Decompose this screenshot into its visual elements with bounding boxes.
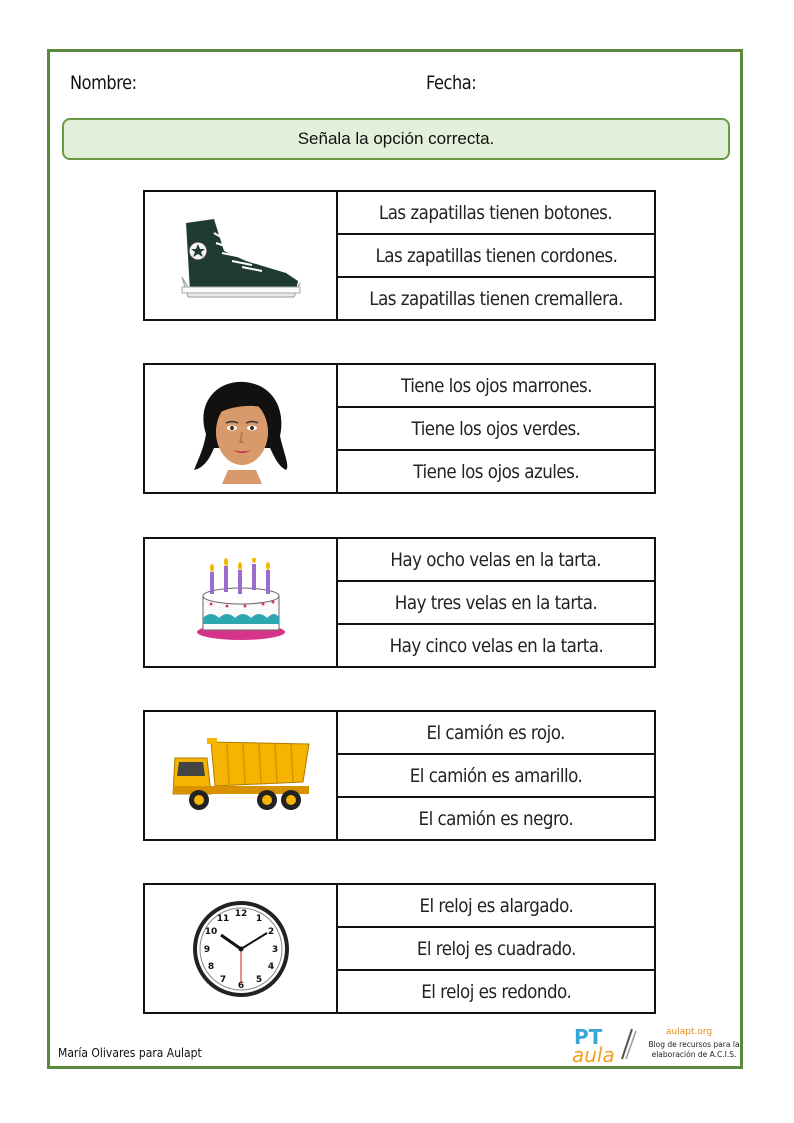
svg-text:12: 12 xyxy=(234,908,247,919)
date-label: Fecha: xyxy=(426,72,477,94)
option-text: Tiene los ojos marrones. xyxy=(400,374,592,397)
svg-text:2: 2 xyxy=(267,926,274,937)
instruction-text: Señala la opción correcta. xyxy=(297,129,495,148)
logo-aula-text: aula xyxy=(572,1043,615,1067)
svg-text:6: 6 xyxy=(237,980,244,991)
option-4c[interactable] xyxy=(338,798,654,839)
option-5a[interactable] xyxy=(338,885,654,928)
logo-pt-text: PT xyxy=(574,1025,603,1049)
svg-text:3: 3 xyxy=(271,944,278,955)
option-text: El camión es amarillo. xyxy=(409,764,583,787)
svg-text:4: 4 xyxy=(267,961,274,972)
question-1 xyxy=(143,190,656,321)
author-credit: María Olivares para Aulapt xyxy=(58,1046,202,1060)
option-text: Las zapatillas tienen botones. xyxy=(379,201,613,224)
option-1b[interactable] xyxy=(338,235,654,278)
svg-text:8: 8 xyxy=(207,961,214,972)
question-4 xyxy=(143,710,656,841)
option-text: El camión es rojo. xyxy=(426,721,566,744)
option-text: Hay cinco velas en la tarta. xyxy=(389,634,603,657)
woman-face-image xyxy=(145,365,338,492)
option-4a[interactable] xyxy=(338,712,654,755)
option-text: Hay tres velas en la tarta. xyxy=(394,591,598,614)
svg-text:9: 9 xyxy=(203,944,210,955)
yellow-truck-image xyxy=(145,712,338,839)
option-3b[interactable] xyxy=(338,582,654,625)
logo-tagline: Blog de recursos para la elaboración de A.C.I.S. xyxy=(648,1040,740,1059)
svg-text:5: 5 xyxy=(255,974,262,985)
option-text: Las zapatillas tienen cordones. xyxy=(375,244,617,267)
question-2 xyxy=(143,363,656,494)
question-5 xyxy=(143,883,656,1014)
option-text: Tiene los ojos azules. xyxy=(413,460,579,483)
option-text: El reloj es alargado. xyxy=(419,894,573,917)
sneaker-image xyxy=(145,192,338,319)
option-1c[interactable] xyxy=(338,278,654,319)
wall-clock-image xyxy=(145,885,338,1012)
svg-text:11: 11 xyxy=(216,913,229,924)
option-5c[interactable] xyxy=(338,971,654,1012)
instruction-box xyxy=(62,118,730,160)
svg-text:7: 7 xyxy=(219,974,226,985)
option-text: El reloj es redondo. xyxy=(420,980,572,1003)
option-text: Tiene los ojos verdes. xyxy=(411,417,581,440)
svg-text:1: 1 xyxy=(255,913,262,924)
option-text: Las zapatillas tienen cremallera. xyxy=(369,287,623,310)
logo-url: aulapt.org xyxy=(666,1027,713,1037)
option-text: El reloj es cuadrado. xyxy=(416,937,576,960)
option-4b[interactable] xyxy=(338,755,654,798)
pencil-icon xyxy=(618,1025,638,1061)
option-2b[interactable] xyxy=(338,408,654,451)
svg-text:10: 10 xyxy=(204,926,217,937)
option-text: El camión es negro. xyxy=(418,807,574,830)
option-3c[interactable] xyxy=(338,625,654,666)
option-3a[interactable] xyxy=(338,539,654,582)
question-3 xyxy=(143,537,656,668)
birthday-cake-image xyxy=(145,539,338,666)
name-label: Nombre: xyxy=(70,72,137,94)
option-2c[interactable] xyxy=(338,451,654,492)
option-5b[interactable] xyxy=(338,928,654,971)
aulapt-logo xyxy=(570,1023,740,1069)
option-text: Hay ocho velas en la tarta. xyxy=(390,548,602,571)
option-1a[interactable] xyxy=(338,192,654,235)
option-2a[interactable] xyxy=(338,365,654,408)
